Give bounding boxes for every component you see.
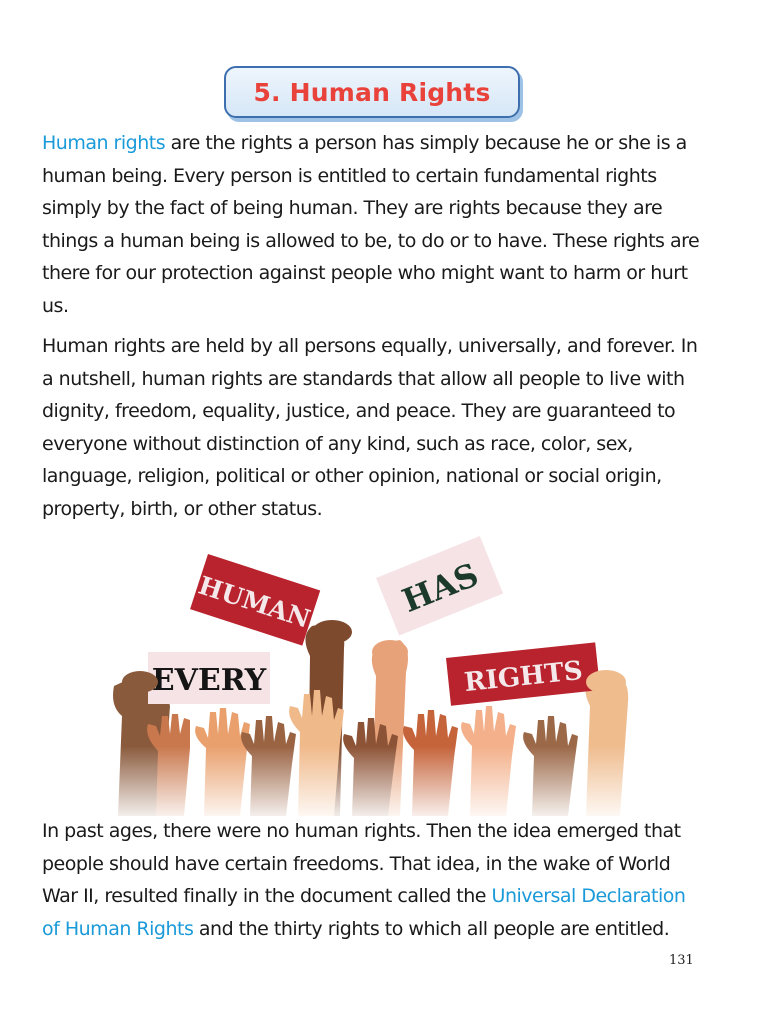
raised-hands-illustration xyxy=(100,536,650,816)
paragraph-universality: Human rights are held by all persons equally, universally, and forever. In a nutshell, human rights are standards that allow all people to live with dignity, freedom, equality, justice, and peace. They are guaranteed to everyone without distinction of any kind, such as race, color, sex, language, religion, political or other opinion, national or social origin, property, birth, or other status. xyxy=(42,335,698,520)
page-number: 131 xyxy=(669,953,694,968)
paragraph-definition xyxy=(42,127,706,322)
term-udhr: Universal Declaration of Human Rights xyxy=(42,885,686,940)
paragraph-history-text-2: and the thirty rights to which all people are entitled. xyxy=(193,917,670,940)
chapter-title: 5. Human Rights xyxy=(253,77,491,107)
paragraph-history-text-1: In past ages, there were no human rights. Then the idea emerged that people should have certain freedoms. That idea, in the wake of World War II, resulted finally in the document called the xyxy=(42,820,681,907)
paragraph-history xyxy=(42,815,706,945)
chapter-title-box xyxy=(224,66,520,118)
term-human-rights: Human rights xyxy=(42,132,166,154)
paragraph-definition-text: are the rights a person has simply because he or she is a human being. Every person is entitled to certain fundamental rights simply by the fact of being human. They are rights because they are things a human being is allowed to be, to do or to have. These rights are there for our protection against people who might want to harm or hurt us. xyxy=(42,132,700,317)
